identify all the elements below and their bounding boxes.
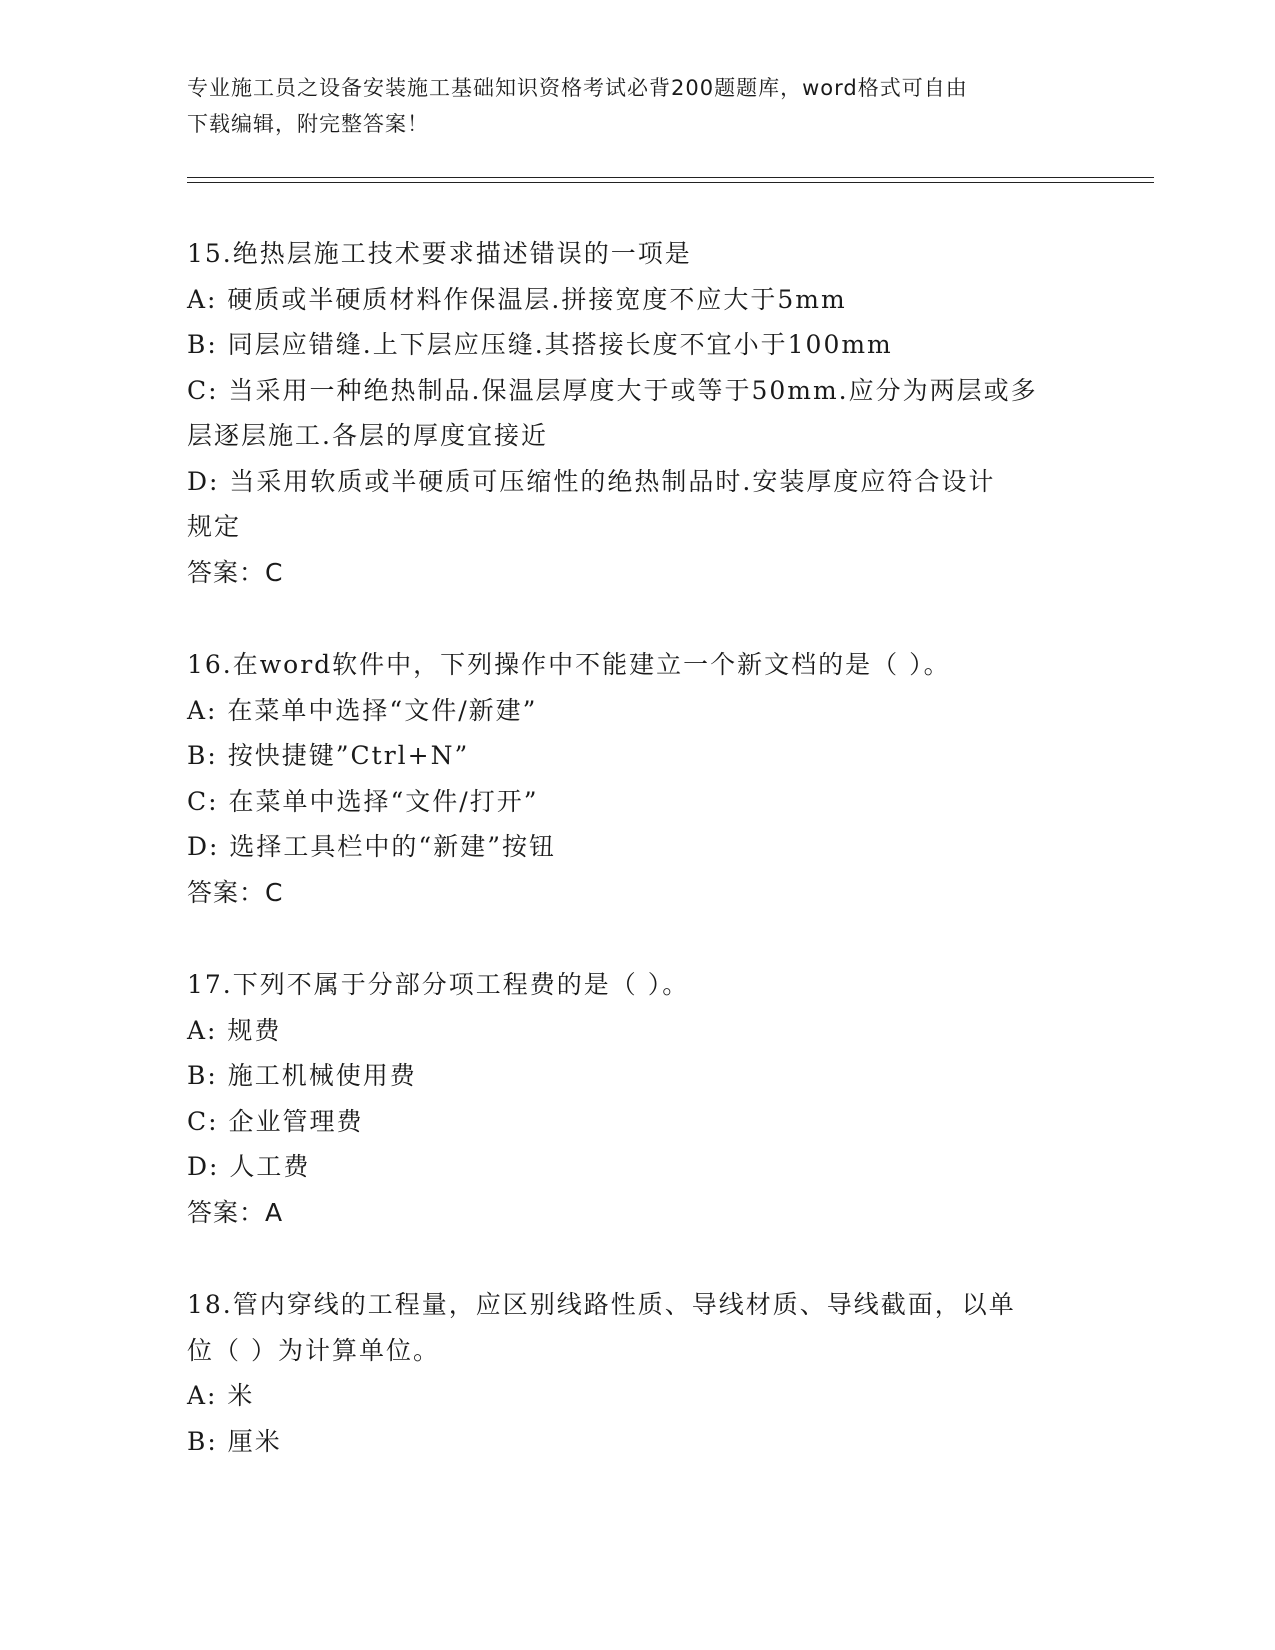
answer-option: C: 当采用一种绝热制品.保温层厚度大于或等于50mm.应分为两层或多 (187, 375, 1038, 405)
answer-option: B: 厘米 (187, 1426, 282, 1456)
question-list (187, 231, 1087, 1511)
answer-option: D: 选择工具栏中的“新建”按钮 (187, 832, 556, 861)
question-block (187, 1282, 1087, 1464)
answer-option: A: 米 (187, 1381, 255, 1410)
question-stem: 17.下列不属于分部分项工程费的是（ ）。 (187, 970, 690, 999)
header-divider-top (187, 177, 1154, 178)
header-title-line-1: 专业施工员之设备安装施工基础知识资格考试必背200题题库，word格式可自由 (187, 76, 968, 100)
answer-option: B: 按快捷键”Ctrl+N” (187, 741, 470, 770)
answer-option: D: 当采用软质或半硬质可压缩性的绝热制品时.安装厚度应符合设计 (187, 466, 996, 496)
answer-option: B: 施工机械使用费 (187, 1061, 417, 1090)
header-divider-bottom (187, 182, 1154, 183)
correct-answer: 答案：C (187, 877, 284, 907)
correct-answer: 答案：A (187, 1197, 284, 1227)
answer-option: C: 在菜单中选择“文件/打开” (187, 786, 539, 816)
question-stem: 16.在word软件中，下列操作中不能建立一个新文档的是（ ）。 (187, 650, 951, 679)
answer-option: A: 在菜单中选择“文件/新建” (187, 695, 538, 725)
correct-answer: 答案：C (187, 557, 284, 587)
document-header (187, 70, 1087, 142)
question-block (187, 962, 1087, 1235)
question-stem: 18.管内穿线的工程量，应区别线路性质、导线材质、导线截面，以单 (187, 1290, 1016, 1319)
question-block (187, 642, 1087, 915)
answer-option: 层逐层施工.各层的厚度宜接近 (187, 421, 548, 450)
question-stem: 15.绝热层施工技术要求描述错误的一项是 (187, 239, 692, 268)
answer-option: B: 同层应错缝.上下层应压缝.其搭接长度不宜小于100mm (187, 330, 893, 359)
question-stem: 位（ ）为计算单位。 (187, 1335, 440, 1365)
header-title-line-2: 下载编辑，附完整答案！ (187, 112, 429, 136)
question-block (187, 231, 1087, 595)
answer-option: 规定 (187, 512, 242, 541)
answer-option: C: 企业管理费 (187, 1106, 364, 1136)
answer-option: A: 规费 (187, 1015, 282, 1045)
answer-option: A: 硬质或半硬质材料作保温层.拼接宽度不应大于5mm (187, 284, 847, 314)
answer-option: D: 人工费 (187, 1152, 311, 1181)
